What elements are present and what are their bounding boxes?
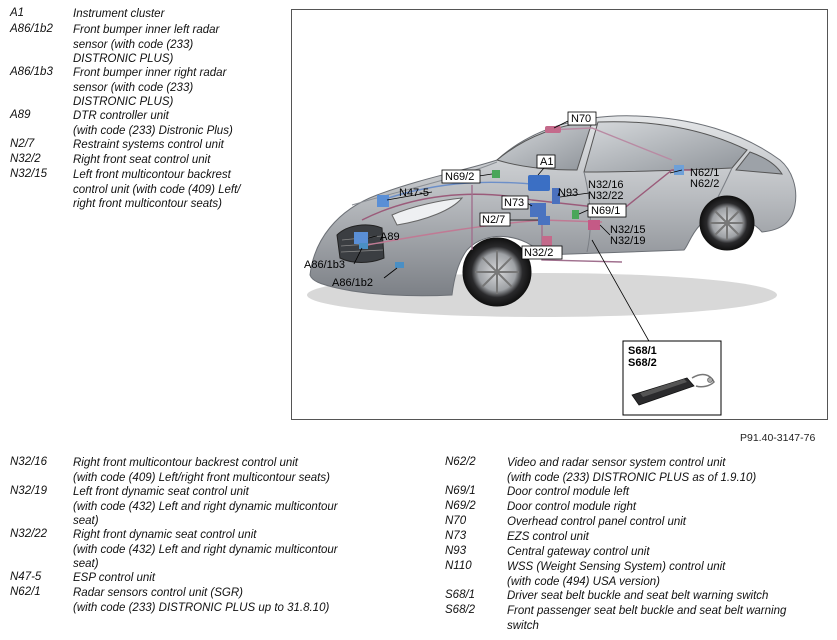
legend-desc: Left front multicontour backrest control unit (with code (409) Left/ right front multicontour seats) xyxy=(73,169,241,211)
component-n62 xyxy=(674,165,684,175)
component-n32-15 xyxy=(588,220,600,230)
component-n69-1 xyxy=(572,210,579,219)
legend-desc: Radar sensors control unit (SGR) (with code (233) DISTRONIC PLUS up to 31.8.10) xyxy=(73,587,330,614)
component-n69-2 xyxy=(492,170,500,178)
legend-code: S68/1 xyxy=(445,589,476,601)
legend-code: N32/19 xyxy=(10,485,48,497)
callout-n62-2: N62/2 xyxy=(690,178,720,190)
callout-n69-1: N69/1 xyxy=(591,205,621,217)
car-side-window xyxy=(584,122,747,172)
legend-code: S68/2 xyxy=(445,604,476,616)
legend-desc: Instrument cluster xyxy=(73,8,165,20)
legend-code: N110 xyxy=(445,560,472,572)
legend-desc: Door control module left xyxy=(507,486,630,498)
legend-code: N32/22 xyxy=(10,528,48,540)
legend-desc: DTR controller unit (with code (233) Distronic Plus) xyxy=(73,110,233,137)
legend-code: N93 xyxy=(445,545,467,557)
component-n70 xyxy=(545,126,561,133)
legend-code: N47-5 xyxy=(10,571,42,583)
inset-label-s68-1: S68/1 xyxy=(628,345,657,357)
legend-code: A86/1b2 xyxy=(10,23,53,35)
legend-desc: Door control module right xyxy=(507,501,637,513)
legend-code: A86/1b3 xyxy=(10,66,53,78)
legend-code: N32/2 xyxy=(10,153,41,165)
legend-code: N73 xyxy=(445,530,467,542)
legend-desc: Right front seat control unit xyxy=(73,154,211,166)
legend-desc: Front passenger seat belt buckle and seat belt warning switch xyxy=(507,605,787,632)
legend-desc: Front bumper inner right radar sensor (with code (233) DISTRONIC PLUS) xyxy=(73,67,227,109)
component-n2-7 xyxy=(538,216,550,225)
callout-n32-16: N32/16 xyxy=(588,179,624,191)
callout-n73: N73 xyxy=(504,197,525,209)
component-a89 xyxy=(354,232,368,244)
legend-desc: Video and radar sensor system control unit (with code (233) DISTRONIC PLUS as of 1.9.10) xyxy=(507,457,757,484)
legend-desc: Overhead control panel control unit xyxy=(507,516,686,528)
legend-desc: WSS (Weight Sensing System) control unit (with code (494) USA version) xyxy=(507,561,726,588)
legend-code: N62/1 xyxy=(10,586,41,598)
callout-a86-1b2: A86/1b2 xyxy=(332,277,373,289)
legend-desc: Driver seat belt buckle and seat belt warning switch xyxy=(507,590,769,602)
component-a86-1b2 xyxy=(395,262,404,268)
callout-n62-1: N62/1 xyxy=(690,167,720,179)
legend-code: A1 xyxy=(10,7,25,19)
vehicle-diagram xyxy=(291,9,828,420)
legend-desc: Right front dynamic seat control unit (with code (432) Left and right dynamic multicontour seat) xyxy=(73,529,338,571)
callout-a89: A89 xyxy=(380,231,400,243)
inset-label-s68-2: S68/2 xyxy=(628,357,657,369)
rear-wheel-spokes xyxy=(710,206,744,240)
legend-code: N70 xyxy=(445,515,467,527)
legend-desc: Central gateway control unit xyxy=(507,546,650,558)
vehicle-illustration xyxy=(292,10,828,420)
callout-n69-2: N69/2 xyxy=(445,171,475,183)
legend-code: N2/7 xyxy=(10,138,35,150)
legend-bottom-left xyxy=(10,456,430,616)
callout-a1: A1 xyxy=(540,156,554,168)
callout-n70: N70 xyxy=(571,113,592,125)
legend-desc: Right front multicontour backrest control unit (with code (409) Left/right front multicontour seats) xyxy=(73,457,330,484)
component-n47-5 xyxy=(377,195,389,207)
legend-code: A89 xyxy=(10,109,31,121)
component-a86-1b3 xyxy=(359,243,368,249)
callout-n32-15: N32/15 xyxy=(610,224,646,236)
legend-code: N32/16 xyxy=(10,456,48,468)
legend-code: N62/2 xyxy=(445,456,476,468)
legend-desc: ESP control unit xyxy=(73,572,156,584)
callout-n32-22: N32/22 xyxy=(588,190,624,202)
callout-n32-19: N32/19 xyxy=(610,235,646,247)
callout-a86-1b3: A86/1b3 xyxy=(304,259,345,271)
legend-code: N69/1 xyxy=(445,485,476,497)
callout-n32-2: N32/2 xyxy=(524,247,554,259)
legend-desc: EZS control unit xyxy=(507,531,589,543)
figure-reference: P91.40-3147-76 xyxy=(740,432,816,444)
callout-n47-5: N47-5 xyxy=(399,187,429,199)
component-a1 xyxy=(528,175,550,191)
legend-desc: Left front dynamic seat control unit (with code (432) Left and right dynamic multicontour seat) xyxy=(73,486,338,528)
callout-n2-7: N2/7 xyxy=(482,214,506,226)
legend-bottom-right xyxy=(445,456,835,638)
callout-n93: N93 xyxy=(558,187,579,199)
legend-top xyxy=(10,7,285,217)
legend-code: N32/15 xyxy=(10,168,48,180)
legend-desc: Front bumper inner left radar sensor (with code (233) DISTRONIC PLUS) xyxy=(73,24,220,66)
legend-desc: Restraint systems control unit xyxy=(73,139,224,151)
component-n73 xyxy=(530,203,546,217)
legend-code: N69/2 xyxy=(445,500,476,512)
